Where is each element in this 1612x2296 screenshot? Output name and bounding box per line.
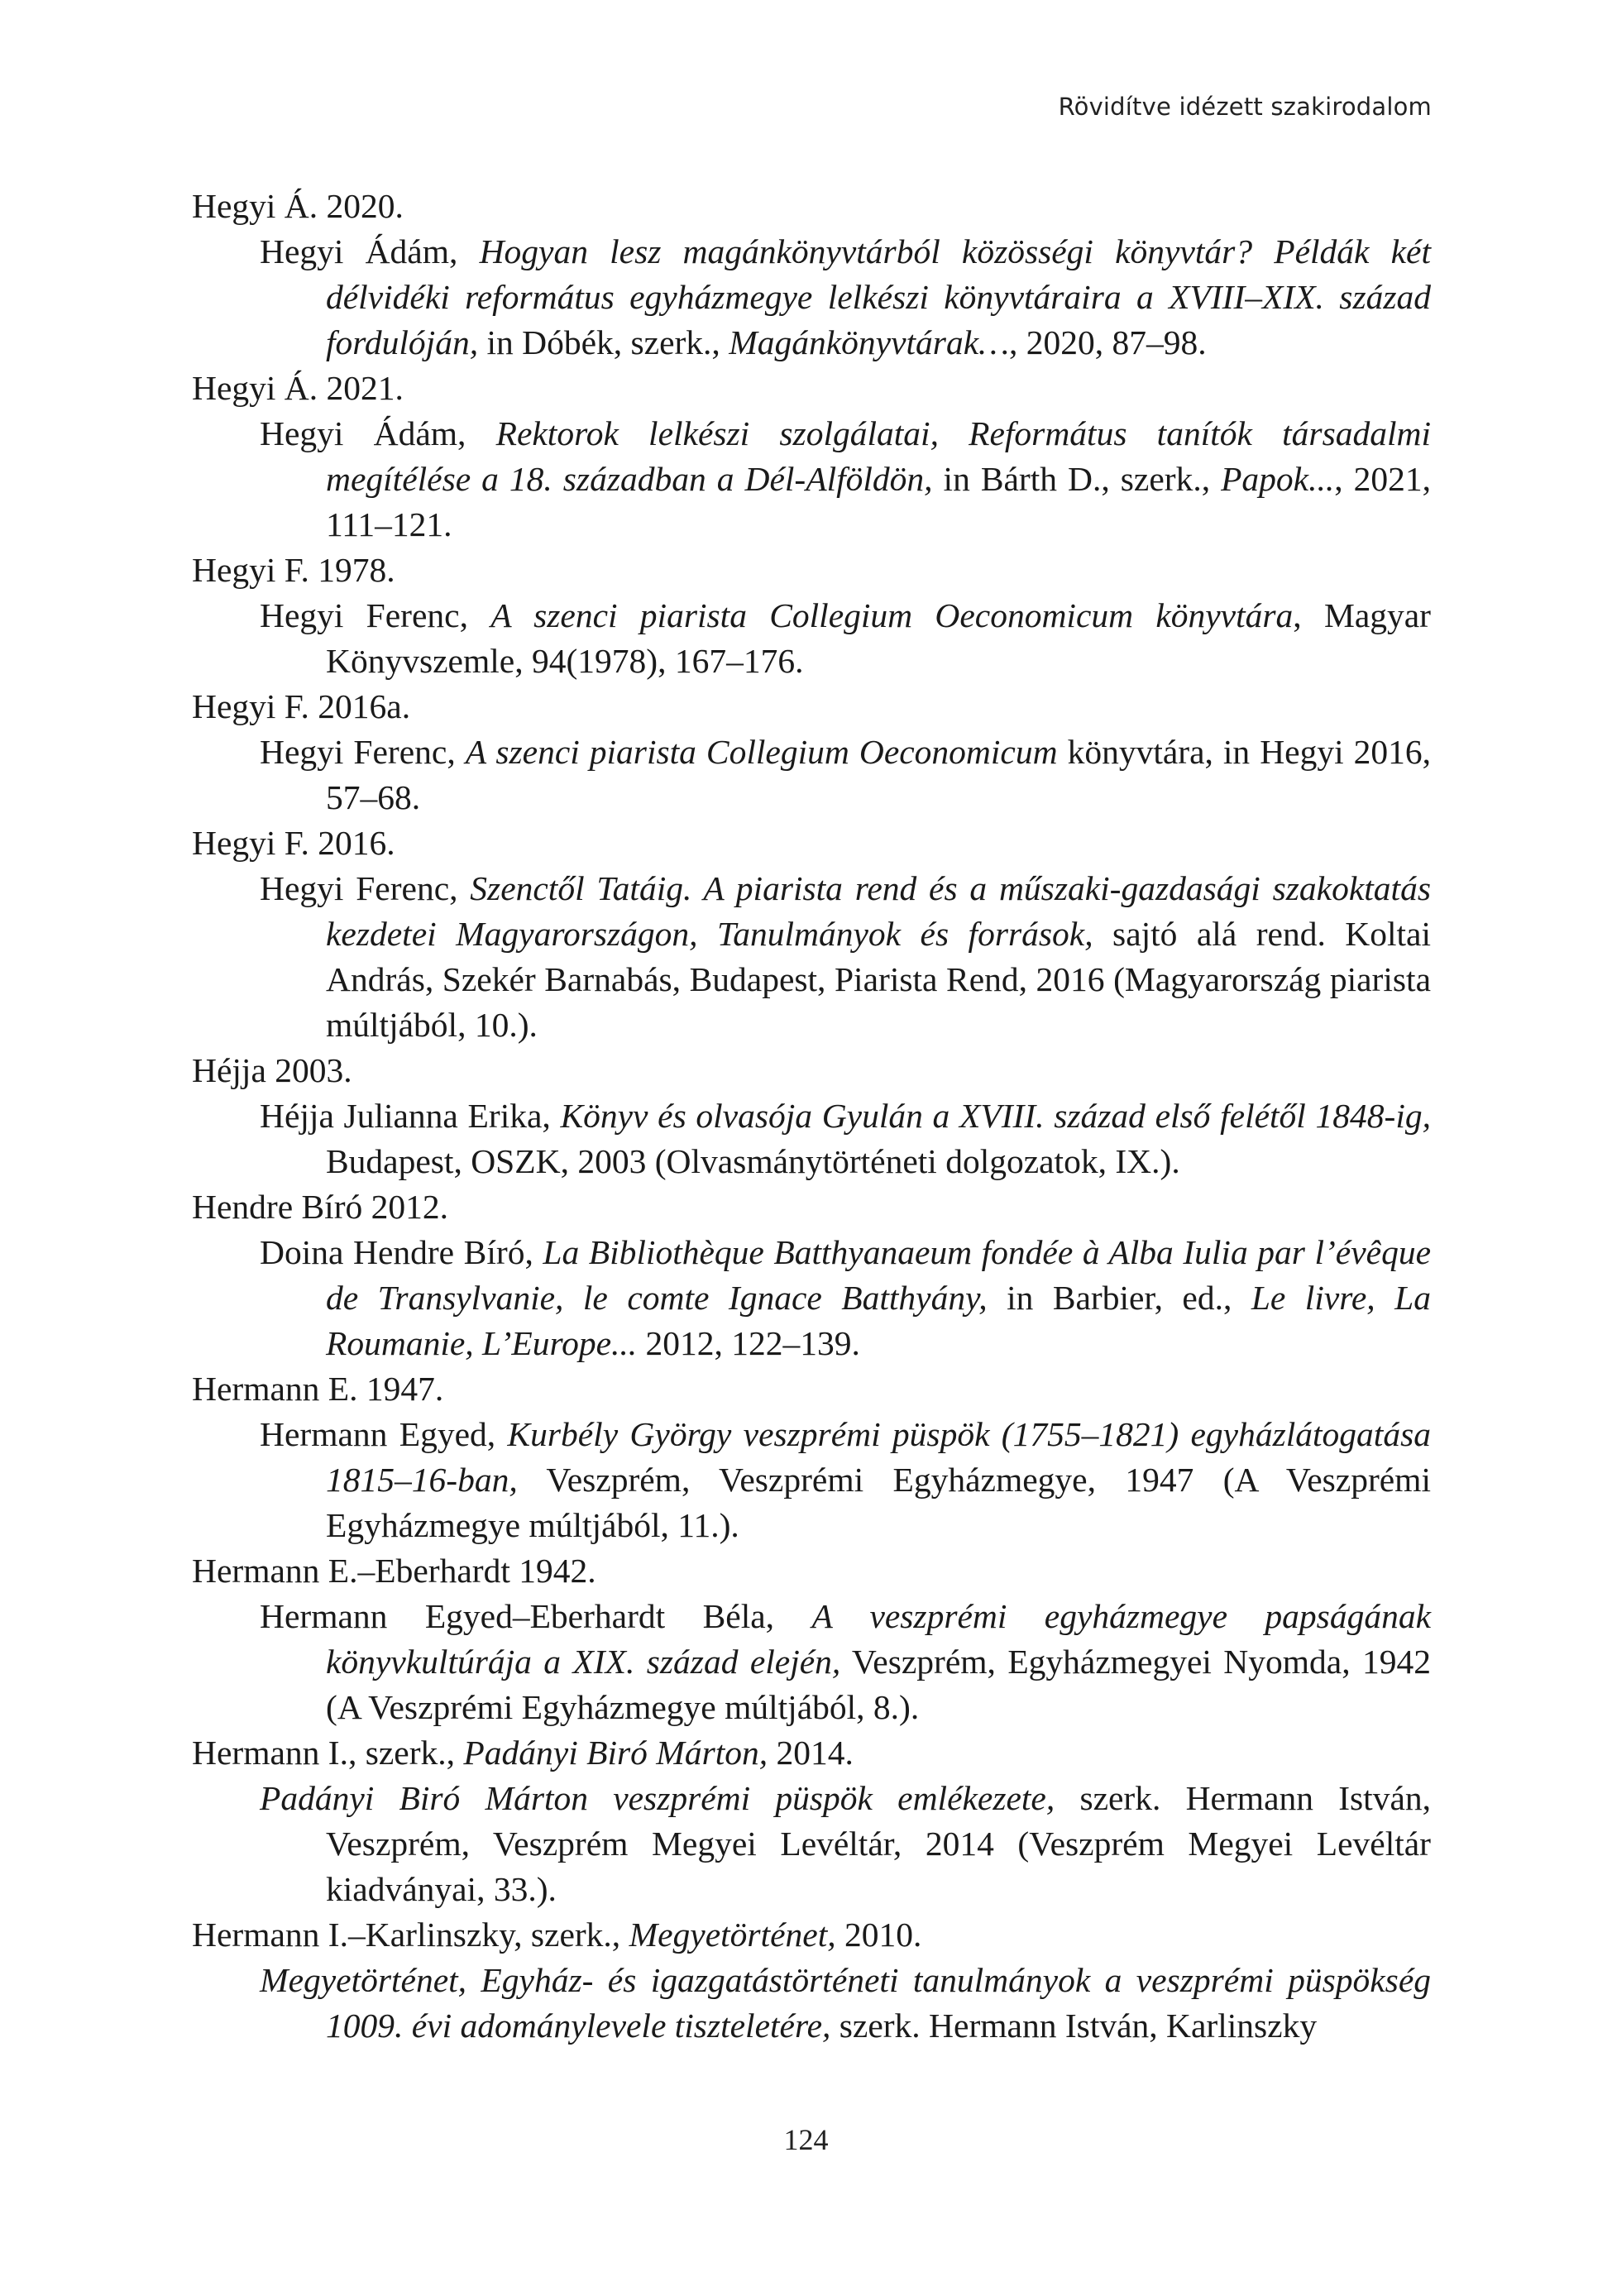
- bibliography-entry: [192, 1912, 1431, 2049]
- text-segment: Hegyi Ferenc,: [260, 733, 466, 771]
- bibliography-entry: [192, 1048, 1431, 1184]
- italic-title-segment: Le livre, La Roumanie, L’Europe...: [326, 1279, 1431, 1362]
- text-segment: szerk. Hermann István, Veszprém, Veszprém Megyei Levéltár, 2014 (Veszprém Megyei Levéltár kiadványai, 33.).: [326, 1779, 1431, 1908]
- text-segment: Hegyi F. 2016a.: [192, 687, 411, 725]
- citation-key: [192, 1184, 1431, 1230]
- full-reference: [192, 229, 1431, 366]
- running-header: Rövidítve idézett szakirodalom: [1058, 93, 1432, 121]
- text-segment: , 2020, 87–98.: [1009, 323, 1207, 361]
- text-segment: Hermann Egyed–Eberhardt Béla,: [260, 1597, 812, 1635]
- text-segment: in Barbier, ed.,: [987, 1279, 1251, 1317]
- citation-key: [192, 184, 1431, 229]
- text-segment: Hermann I.–Karlinszky, szerk.,: [192, 1916, 629, 1954]
- italic-title-segment: Megyetörténet,: [629, 1916, 836, 1954]
- text-segment: Hegyi Ádám,: [260, 232, 480, 270]
- full-reference: [192, 866, 1431, 1048]
- full-reference: [192, 593, 1431, 684]
- text-segment: Hegyi Á. 2020.: [192, 187, 404, 225]
- full-reference: [192, 1230, 1431, 1366]
- text-segment: Hegyi Á. 2021.: [192, 369, 404, 407]
- text-segment: Hegyi Ferenc,: [260, 869, 471, 907]
- full-reference: [192, 1958, 1431, 2049]
- italic-title-segment: La Bibliothèque Batthyanaeum fondée à Alba Iulia par l’évêque de Transylvanie, le comte Ignace Batthyány,: [326, 1233, 1431, 1317]
- text-segment: in Bárth D., szerk.,: [932, 460, 1222, 498]
- full-reference: [192, 1412, 1431, 1548]
- italic-title-segment: A veszprémi egyházmegye papságának könyvkultúrája a XIX. század elején,: [326, 1597, 1431, 1681]
- citation-key: [192, 820, 1431, 866]
- italic-title-segment: Kurbély György veszprémi püspök (1755–1821) egyházlátogatása 1815–16-ban,: [326, 1415, 1431, 1499]
- italic-title-segment: Megyetörténet, Egyház- és igazgatástörténeti tanulmányok a veszprémi püspökség 1009. évi adománylevele tiszteletére,: [260, 1961, 1431, 2045]
- text-segment: Veszprém, Veszprémi Egyházmegye, 1947 (A Veszprémi Egyházmegye múltjából, 11.).: [326, 1461, 1431, 1544]
- text-segment: Hermann E.–Eberhardt 1942.: [192, 1552, 596, 1590]
- citation-key: [192, 1366, 1431, 1412]
- text-segment: Budapest, OSZK, 2003 (Olvasmánytörténeti dolgozatok, IX.).: [326, 1142, 1180, 1180]
- full-reference: [192, 1776, 1431, 1912]
- italic-title-segment: Könyv és olvasója Gyulán a XVIII. század első felétől 1848-ig,: [560, 1097, 1431, 1135]
- bibliography-entry: [192, 1548, 1431, 1730]
- italic-title-segment: Szenctől Tatáig. A piarista rend és a műszaki-gazdasági szakoktatás kezdetei Magyarországon, Tanulmányok és források,: [326, 869, 1431, 953]
- italic-title-segment: Padányi Biró Márton veszprémi püspök emlékezete,: [260, 1779, 1055, 1817]
- text-segment: Héjja 2003.: [192, 1051, 352, 1089]
- full-reference: [192, 1093, 1431, 1184]
- text-segment: 2012, 122–139.: [637, 1324, 860, 1362]
- text-segment: Héjja Julianna Erika,: [260, 1097, 561, 1135]
- text-segment: sajtó alá rend. Koltai András, Szekér Barnabás, Budapest, Piarista Rend, 2016 (Magyarország piarista múltjából, 10.).: [326, 915, 1431, 1044]
- bibliography-list: [192, 184, 1431, 2049]
- bibliography-entry: [192, 548, 1431, 684]
- text-segment: Doina Hendre Bíró,: [260, 1233, 543, 1271]
- text-segment: Hegyi F. 1978.: [192, 551, 395, 589]
- text-segment: 2010.: [835, 1916, 922, 1954]
- text-segment: Hermann I., szerk.,: [192, 1734, 464, 1772]
- bibliography-entry: [192, 184, 1431, 366]
- italic-title-segment: Magánkönyvtárak…: [729, 323, 1010, 361]
- full-reference: [192, 729, 1431, 820]
- citation-key: [192, 1048, 1431, 1093]
- italic-title-segment: Hogyan lesz magánkönyvtárból közösségi könyvtár? Példák két délvidéki református egyházmegye lelkészi könyvtáraira a XVIII–XIX. század fordulóján,: [326, 232, 1431, 361]
- italic-title-segment: Papok...: [1221, 460, 1335, 498]
- bibliography-entry: [192, 1184, 1431, 1366]
- citation-key: [192, 548, 1431, 593]
- text-segment: Hermann E. 1947.: [192, 1370, 444, 1408]
- italic-title-segment: Padányi Biró Márton,: [463, 1734, 768, 1772]
- text-segment: Hegyi Ádám,: [260, 414, 496, 452]
- bibliography-entry: [192, 684, 1431, 820]
- italic-title-segment: A szenci piarista Collegium Oeconomicum könyvtára: [490, 596, 1294, 634]
- text-segment: Hegyi Ferenc,: [260, 596, 491, 634]
- italic-title-segment: A szenci piarista Collegium Oeconomicum: [465, 733, 1058, 771]
- text-segment: 2014.: [768, 1734, 854, 1772]
- bibliography-entry: [192, 820, 1431, 1048]
- bibliography-entry: [192, 366, 1431, 548]
- citation-key: [192, 366, 1431, 411]
- citation-key: [192, 1548, 1431, 1594]
- text-segment: Hendre Bíró 2012.: [192, 1188, 449, 1226]
- citation-key: [192, 1730, 1431, 1776]
- citation-key: [192, 1912, 1431, 1958]
- text-segment: , 2021, 111–121.: [326, 460, 1431, 543]
- bibliography-entry: [192, 1730, 1431, 1912]
- bibliography-entry: [192, 1366, 1431, 1548]
- full-reference: [192, 1594, 1431, 1730]
- citation-key: [192, 684, 1431, 729]
- italic-title-segment: Rektorok lelkészi szolgálatai, Református tanítók társadalmi megítélése a 18. században a Dél-Alföldön,: [326, 414, 1431, 498]
- page-number: 124: [783, 2123, 829, 2156]
- text-segment: szerk. Hermann István, Karlinszky: [830, 2007, 1318, 2045]
- text-segment: Hermann Egyed,: [260, 1415, 508, 1453]
- text-segment: könyvtára, in Hegyi 2016, 57–68.: [326, 733, 1431, 816]
- full-reference: [192, 411, 1431, 548]
- text-segment: , Magyar Könyvszemle, 94(1978), 167–176.: [326, 596, 1431, 680]
- text-segment: Hegyi F. 2016.: [192, 824, 395, 862]
- text-segment: in Dóbék, szerk.,: [478, 323, 729, 361]
- text-segment: Veszprém, Egyházmegyei Nyomda, 1942 (A Veszprémi Egyházmegye múltjából, 8.).: [326, 1643, 1431, 1726]
